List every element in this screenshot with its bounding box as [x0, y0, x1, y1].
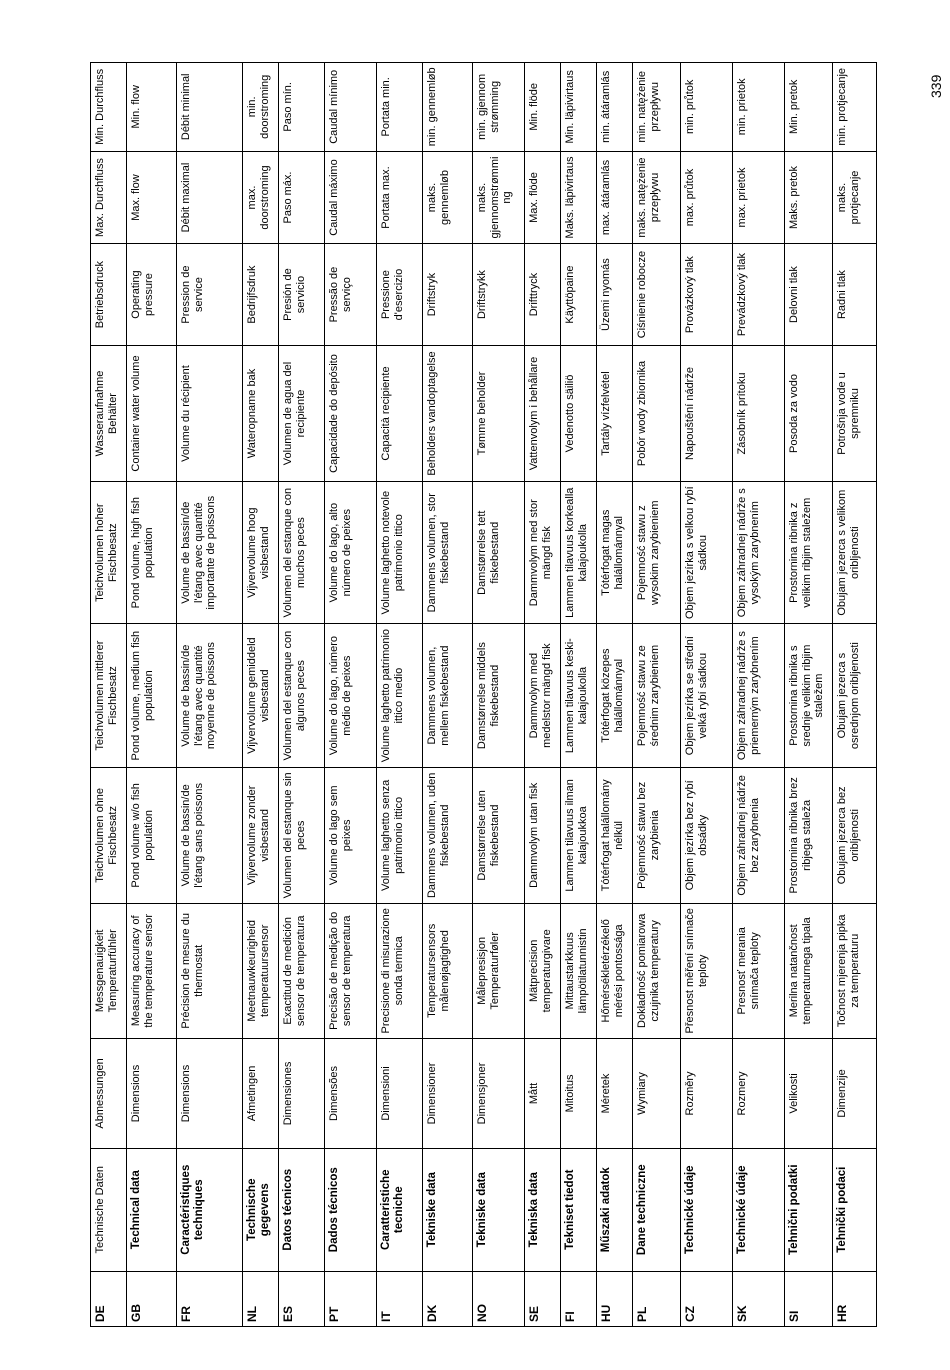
table-cell: min. protjecanje	[833, 63, 877, 152]
table-cell: Betriebsdruck	[91, 244, 127, 345]
table-cell: Tótérfogat halállomány nélkül	[597, 768, 633, 903]
table-cell: max. prietok	[733, 151, 785, 244]
table-cell: Pojemność stawu z wysokim zarybieniem	[633, 482, 681, 624]
table-cell: Potrošnja vode u spremniku	[833, 345, 877, 482]
table-cell: Dimensions	[177, 1039, 243, 1149]
table-cell: min. doorstroming	[243, 63, 279, 152]
table-cell: Vijvervolume hoog visbestand	[243, 482, 279, 624]
table-cell: Dimensioni	[377, 1039, 423, 1149]
table-cell: Tømme beholder	[473, 345, 525, 482]
table-cell: Volume laghetto patrimonio ittico medio	[377, 624, 423, 768]
technical-data-table	[90, 62, 877, 1327]
table-section-title: Dane techniczne	[633, 1148, 681, 1271]
table-section-title: Technische gegevens	[243, 1148, 279, 1271]
table-cell: Vijvervolume gemiddeld visbestand	[243, 624, 279, 768]
table-cell: Pond volume, high fish population	[127, 482, 177, 624]
table-cell: Pressão de serviço	[325, 244, 377, 345]
table-cell: Volumen del estanque con muchos peces	[279, 482, 325, 624]
table-cell: Min. läpivirtaus	[561, 63, 597, 152]
table-cell: Operating pressure	[127, 244, 177, 345]
table-cell: Tótérfogat magas halállománnyal	[597, 482, 633, 624]
table-cell: Pojemność stawu ze średnim zarybieniem	[633, 624, 681, 768]
table-cell: Prostornina ribnika z velikim ribjim staležem	[785, 482, 833, 624]
table-section-title: Tekniska data	[525, 1148, 561, 1271]
table-cell: max. doorstroming	[243, 151, 279, 244]
table-cell: Portata max.	[377, 151, 423, 244]
table-cell: Volumen del estanque con algunos peces	[279, 624, 325, 768]
table-row	[561, 63, 597, 1327]
table-cell: Max. Durchfluss	[91, 151, 127, 244]
table-section-title: Tekniske data	[423, 1148, 473, 1271]
table-cell: maks. gjennomstrømming	[473, 151, 525, 244]
table-cell: Wymiary	[633, 1039, 681, 1149]
table-cell: max. průtok	[681, 151, 733, 244]
table-cell: Volume de bassin/de l'étang sans poissons	[177, 768, 243, 903]
language-code: DE	[91, 1271, 127, 1326]
table-cell: Objem záhradnej nádrže bez zarybnenia	[733, 768, 785, 903]
table-cell: Volumen de agua del recipiente	[279, 345, 325, 482]
table-cell: Vedenotto säiliö	[561, 345, 597, 482]
language-code: FI	[561, 1271, 597, 1326]
table-section-title: Műszaki adatok	[597, 1148, 633, 1271]
table-cell: Débit maximal	[177, 151, 243, 244]
table-section-title: Caractéristiques techniques	[177, 1148, 243, 1271]
table-cell: Dammens volumen, uden fiskebestand	[423, 768, 473, 903]
table-cell: Driftstryk	[423, 244, 473, 345]
table-cell: Pression de service	[177, 244, 243, 345]
table-cell: Tartály vízfelvétel	[597, 345, 633, 482]
page-number: 339	[928, 74, 944, 98]
table-cell: Dammens volumen, stor fiskebestand	[423, 482, 473, 624]
rotated-table-container	[90, 62, 876, 1327]
language-code: SE	[525, 1271, 561, 1326]
table-cell: Pojemność stawu bez zarybienia	[633, 768, 681, 903]
table-section-title: Technické údaje	[733, 1148, 785, 1271]
table-cell: Afmetingen	[243, 1039, 279, 1149]
table-row	[377, 63, 423, 1327]
table-cell: Dimensiones	[279, 1039, 325, 1149]
table-cell: Obujam jezerca s osrednjom oribljenosti	[833, 624, 877, 768]
table-cell: min. průtok	[681, 63, 733, 152]
language-code: DK	[423, 1271, 473, 1326]
table-cell: Vijvervolume zonder visbestand	[243, 768, 279, 903]
table-cell: min. gennemløb	[423, 63, 473, 152]
table-cell: Paso mín.	[279, 63, 325, 152]
table-section-title: Technical data	[127, 1148, 177, 1271]
table-section-title: Tekniset tiedot	[561, 1148, 597, 1271]
table-cell: Min. Durchfluss	[91, 63, 127, 152]
table-cell: Merilna natančnost temperaturnega tipala	[785, 903, 833, 1038]
table-cell: maks. protjecanje	[833, 151, 877, 244]
table-cell: Presnosť merania snímača teploty	[733, 903, 785, 1038]
table-cell: Pond volume w/o fish population	[127, 768, 177, 903]
table-cell: Volume de bassin/de l'étang avec quantité moyenne de poissons	[177, 624, 243, 768]
table-cell: Dammvolym utan fisk	[525, 768, 561, 903]
table-cell: maks. natężenie przepływu	[633, 151, 681, 244]
table-cell: Lammen tilavuus keski-kalajoukolla	[561, 624, 597, 768]
table-cell: Rozměry	[681, 1039, 733, 1149]
table-cell: Beholders vandoptagelse	[423, 345, 473, 482]
table-row	[785, 63, 833, 1327]
table-cell: Vattenvolym i behållare	[525, 345, 561, 482]
table-cell: Damstørrelse uten fiskebestand	[473, 768, 525, 903]
table-section-title: Caratteristiche tecniche	[377, 1148, 423, 1271]
table-cell: Mätprecision temperaturgivare	[525, 903, 561, 1038]
table-cell: Min. flow	[127, 63, 177, 152]
table-cell: Caudal máximo	[325, 151, 377, 244]
table-cell: Maks. pretok	[785, 151, 833, 244]
table-cell: Målepresisjon Temperaturføler	[473, 903, 525, 1038]
table-section-title: Datos técnicos	[279, 1148, 325, 1271]
table-cell: Wateropname bak	[243, 345, 279, 482]
table-cell: Temperatursensors målenøjagtighed	[423, 903, 473, 1038]
table-section-title: Technische Daten	[91, 1148, 127, 1271]
table-cell: Provázkový tlak	[681, 244, 733, 345]
table-cell: Exactitud de medición sensor de temperatura	[279, 903, 325, 1038]
language-code: FR	[177, 1271, 243, 1326]
table-cell: Dimenzije	[833, 1039, 877, 1149]
table-cell: Teichvolumen ohne Fischbesatz	[91, 768, 127, 903]
language-code: GB	[127, 1271, 177, 1326]
table-cell: max. átáramlás	[597, 151, 633, 244]
table-row	[325, 63, 377, 1327]
table-cell: Zásobník prítoku	[733, 345, 785, 482]
table-section-title: Tehnični podatki	[785, 1148, 833, 1271]
table-cell: Dammvolym med stor mängd fisk	[525, 482, 561, 624]
table-row	[525, 63, 561, 1327]
table-cell: Objem jezírka bez rybí obsádky	[681, 768, 733, 903]
table-section-title: Technické údaje	[681, 1148, 733, 1271]
table-cell: Précision de mesure du thermostat	[177, 903, 243, 1038]
table-cell: Teichvolumen hoher Fischbesatz	[91, 482, 127, 624]
table-cell: Paso máx.	[279, 151, 325, 244]
table-row	[597, 63, 633, 1327]
table-cell: Radni tlak	[833, 244, 877, 345]
language-code: HU	[597, 1271, 633, 1326]
table-cell: Container water volume	[127, 345, 177, 482]
table-cell: Dimensjoner	[473, 1039, 525, 1149]
table-cell: Mitoitus	[561, 1039, 597, 1149]
table-cell: Messgenauigkeit Temperaturfühler	[91, 903, 127, 1038]
table-row	[177, 63, 243, 1327]
table-cell: Volume do lago, alto número de peixes	[325, 482, 377, 624]
table-cell: Driftstrykk	[473, 244, 525, 345]
table-cell: Lammen tilavuus ilman kalajoukkoa	[561, 768, 597, 903]
table-cell: Débit minimal	[177, 63, 243, 152]
table-row	[733, 63, 785, 1327]
table-section-title: Tekniske data	[473, 1148, 525, 1271]
language-code: ES	[279, 1271, 325, 1326]
table-cell: Volume laghetto senza patrimonio ittico	[377, 768, 423, 903]
table-cell: Objem jezírka se střední velká rybí sádkou	[681, 624, 733, 768]
table-cell: Min. flöde	[525, 63, 561, 152]
language-code: SI	[785, 1271, 833, 1326]
table-cell: Lammen tilavuus korkealla kalajoukolla	[561, 482, 597, 624]
table-cell: Přesnost měření snímače teploty	[681, 903, 733, 1038]
table-cell: Teichvolumen mittlerer Fischbesatz	[91, 624, 127, 768]
table-cell: Bedrijfsdruk	[243, 244, 279, 345]
table-cell: Objem záhradnej nádrže s vysokým zarybnením	[733, 482, 785, 624]
table-cell: Méretek	[597, 1039, 633, 1149]
language-code: NO	[473, 1271, 525, 1326]
table-cell: Mått	[525, 1039, 561, 1149]
table-cell: Tótérfogat közepes halállománnyal	[597, 624, 633, 768]
table-cell: Dammvolym med medelstor mängd fisk	[525, 624, 561, 768]
table-cell: Obujam jezerca s velikom oribljenosti	[833, 482, 877, 624]
table-cell: Käyttöpaine	[561, 244, 597, 345]
table-cell: Hőmérsékletérzékelő mérési pontossága	[597, 903, 633, 1038]
language-code: PT	[325, 1271, 377, 1326]
table-cell: Volume do lago sem peixes	[325, 768, 377, 903]
language-code: IT	[377, 1271, 423, 1326]
table-cell: Presión de servicio	[279, 244, 325, 345]
table-row	[279, 63, 325, 1327]
table-cell: Volume du récipient	[177, 345, 243, 482]
table-cell: Napouštění nádrže	[681, 345, 733, 482]
table-cell: Üzemi nyomás	[597, 244, 633, 345]
language-code: SK	[733, 1271, 785, 1326]
table-cell: Rozmery	[733, 1039, 785, 1149]
table-cell: Max. flöde	[525, 151, 561, 244]
table-cell: Drifttryck	[525, 244, 561, 345]
table-cell: Mittaustarkkuus lämpötilatunnistin	[561, 903, 597, 1038]
table-cell: Caudal mínimo	[325, 63, 377, 152]
table-cell: min. natężenie przepływu	[633, 63, 681, 152]
table-cell: Precisione di misurazione sonda termica	[377, 903, 423, 1038]
table-row	[833, 63, 877, 1327]
table-row	[681, 63, 733, 1327]
table-cell: Pobór wody zbiornika	[633, 345, 681, 482]
table-row	[633, 63, 681, 1327]
table-section-title: Tehnički podaci	[833, 1148, 877, 1271]
table-cell: Točnost mjerenja pipka za temperaturu	[833, 903, 877, 1038]
table-cell: Ciśnienie robocze	[633, 244, 681, 345]
table-cell: Dammens volumen, mellem fiskebestand	[423, 624, 473, 768]
table-row	[91, 63, 127, 1327]
table-cell: Capacidade do depósito	[325, 345, 377, 482]
table-cell: Pond volume, medium fish population	[127, 624, 177, 768]
language-code: PL	[633, 1271, 681, 1326]
table-cell: Obujam jezerca bez oribljenosti	[833, 768, 877, 903]
table-cell: Pressione d'esercizio	[377, 244, 423, 345]
table-cell: Meetnauwkeurigheid temperatuursensor	[243, 903, 279, 1038]
table-cell: Volumen del estanque sin peces	[279, 768, 325, 903]
language-code: NL	[243, 1271, 279, 1326]
table-section-title: Dados técnicos	[325, 1148, 377, 1271]
table-cell: Dokładność pomiarowa czujnika temperatury	[633, 903, 681, 1038]
table-cell: Volume laghetto notevole patrimonio ittico	[377, 482, 423, 624]
language-code: CZ	[681, 1271, 733, 1326]
table-cell: Dimensioner	[423, 1039, 473, 1149]
table-cell: Abmessungen	[91, 1039, 127, 1149]
table-cell: Max. flow	[127, 151, 177, 244]
table-cell: Precisão de medição do sensor de temperatura	[325, 903, 377, 1038]
table-cell: Damstørrelse middels fiskebestand	[473, 624, 525, 768]
table-cell: Damstørrelse tett fiskebestand	[473, 482, 525, 624]
table-cell: Posoda za vodo	[785, 345, 833, 482]
table-cell: Dimensions	[127, 1039, 177, 1149]
table-row	[473, 63, 525, 1327]
table-cell: Min. pretok	[785, 63, 833, 152]
table-row	[423, 63, 473, 1327]
table-cell: Volume de bassin/de l'étang avec quantité importante de poissons	[177, 482, 243, 624]
table-cell: Objem jezírka s velkou rybí sádkou	[681, 482, 733, 624]
table-cell: Portata min.	[377, 63, 423, 152]
table-cell: Velikosti	[785, 1039, 833, 1149]
table-cell: maks. gennemløb	[423, 151, 473, 244]
table-cell: Volume do lago, número médio de peixes	[325, 624, 377, 768]
table-cell: min. prietok	[733, 63, 785, 152]
table-cell: Prevádzkový tlak	[733, 244, 785, 345]
table-cell: min. átáramlás	[597, 63, 633, 152]
table-cell: Wasseraufnahme Behälter	[91, 345, 127, 482]
table-cell: Delovni tlak	[785, 244, 833, 345]
language-code: HR	[833, 1271, 877, 1326]
table-row	[243, 63, 279, 1327]
table-cell: Measuring accuracy of the temperature sensor	[127, 903, 177, 1038]
table-cell: Prostornina ribnika brez ribjega staleža	[785, 768, 833, 903]
table-cell: Capacità recipiente	[377, 345, 423, 482]
table-cell: min. gjennom strømming	[473, 63, 525, 152]
table-cell: Dimensões	[325, 1039, 377, 1149]
table-cell: Prostornina ribnika s srednje velikim ribjim staležem	[785, 624, 833, 768]
table-row	[127, 63, 177, 1327]
table-cell: Objem záhradnej nádrže s priemerným zarybnením	[733, 624, 785, 768]
table-cell: Maks. läpivirtaus	[561, 151, 597, 244]
